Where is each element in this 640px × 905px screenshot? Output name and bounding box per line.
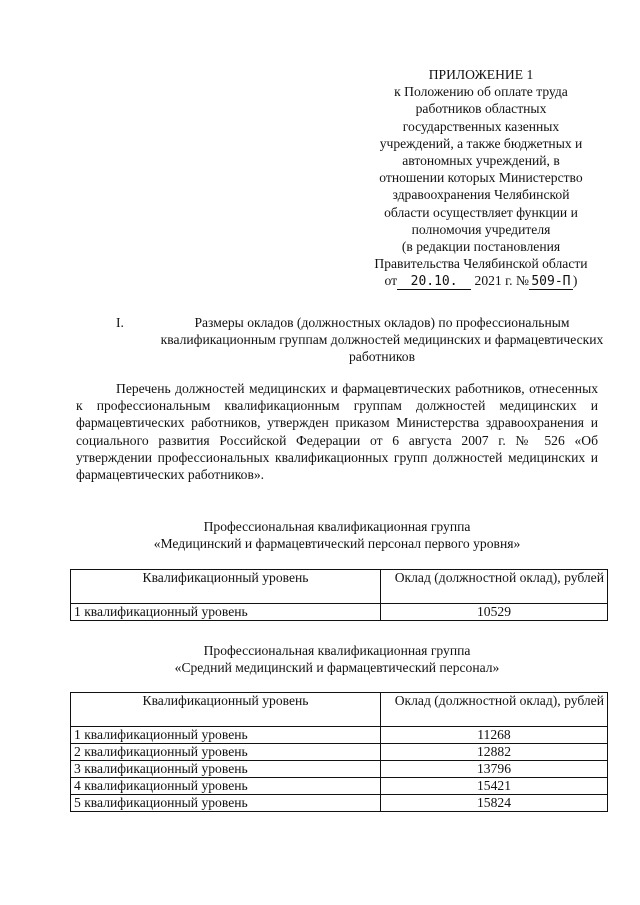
appendix-line: работников областных	[415, 101, 547, 117]
appendix-line: (в редакции постановления	[401, 239, 561, 255]
salary-table	[70, 692, 608, 812]
table-row	[71, 778, 608, 795]
appendix-line: области осуществляет функции и	[384, 204, 578, 220]
table-row	[71, 744, 608, 761]
cell-salary: 13796	[381, 761, 608, 778]
header-level: Квалификационный уровень	[71, 693, 381, 727]
table-header-row	[71, 693, 608, 727]
resolution-date-line	[350, 272, 612, 290]
cell-level: 3 квалификационный уровень	[71, 761, 381, 778]
cell-salary: 11268	[381, 727, 608, 744]
resolution-number: 509-П	[529, 275, 573, 290]
appendix-header	[350, 66, 612, 290]
appendix-line: автономных учреждений, в	[402, 153, 560, 169]
cell-level: 4 квалификационный уровень	[71, 778, 381, 795]
table-row	[71, 795, 608, 812]
resolution-date: 20.10.	[397, 275, 471, 290]
year-text: 2021 г. №	[474, 273, 529, 289]
appendix-line: Правительства Челябинской области	[374, 256, 588, 272]
header-salary: Оклад (должностной оклад), рублей	[381, 570, 608, 604]
group-title-line: «Средний медицинский и фармацевтический персонал»	[174, 660, 500, 676]
group-title	[76, 518, 598, 552]
table-row	[71, 604, 608, 621]
cell-level: 5 квалификационный уровень	[71, 795, 381, 812]
cell-level: 1 квалификационный уровень	[71, 604, 381, 621]
appendix-title: ПРИЛОЖЕНИЕ 1	[428, 67, 534, 82]
appendix-line: государственных казенных	[402, 118, 560, 134]
header-salary: Оклад (должностной оклад), рублей	[381, 693, 608, 727]
cell-level: 2 квалификационный уровень	[71, 744, 381, 761]
appendix-line: к Положению об оплате труда	[394, 84, 568, 100]
table-row	[71, 727, 608, 744]
section-heading	[76, 314, 606, 366]
cell-salary: 15824	[381, 795, 608, 812]
group-title-line: Профессиональная квалификационная группа	[203, 643, 471, 658]
table-row	[71, 761, 608, 778]
group-title-line: «Медицинский и фармацевтический персонал первого уровня»	[153, 536, 521, 552]
salary-table	[70, 569, 608, 621]
section-number: I.	[116, 315, 124, 330]
appendix-line: полномочия учредителя	[411, 221, 551, 237]
appendix-line: учреждений, а также бюджетных и	[379, 135, 583, 151]
appendix-line: отношении которых Министерство	[379, 170, 583, 186]
intro-paragraph: Перечень должностей медицинских и фармацевтических работников, отнесенных к профессиональным квалификационным группам должностей медицинских и фармацевтических работников, утвержден приказом Министерства здравоохранения и социального развития Российской Федерации от 6 августа 2007 г. № 526 «Об утверждении профессиональных квалификационных групп должностей медицинских и фармацевтических работников».	[76, 381, 598, 483]
close-paren: )	[572, 273, 578, 289]
appendix-line: здравоохранения Челябинской	[392, 187, 570, 203]
cell-salary: 12882	[381, 744, 608, 761]
cell-salary: 10529	[381, 604, 608, 621]
section-title: Размеры окладов (должностных окладов) по профессиональным квалификационным группам должностей медицинских и фармацевтических работников	[160, 315, 604, 365]
group-title-line: Профессиональная квалификационная группа	[203, 519, 471, 534]
table-header-row	[71, 570, 608, 604]
date-prefix: от	[384, 273, 398, 289]
group-title	[76, 642, 598, 676]
header-level: Квалификационный уровень	[71, 570, 381, 604]
cell-level: 1 квалификационный уровень	[71, 727, 381, 744]
cell-salary: 15421	[381, 778, 608, 795]
